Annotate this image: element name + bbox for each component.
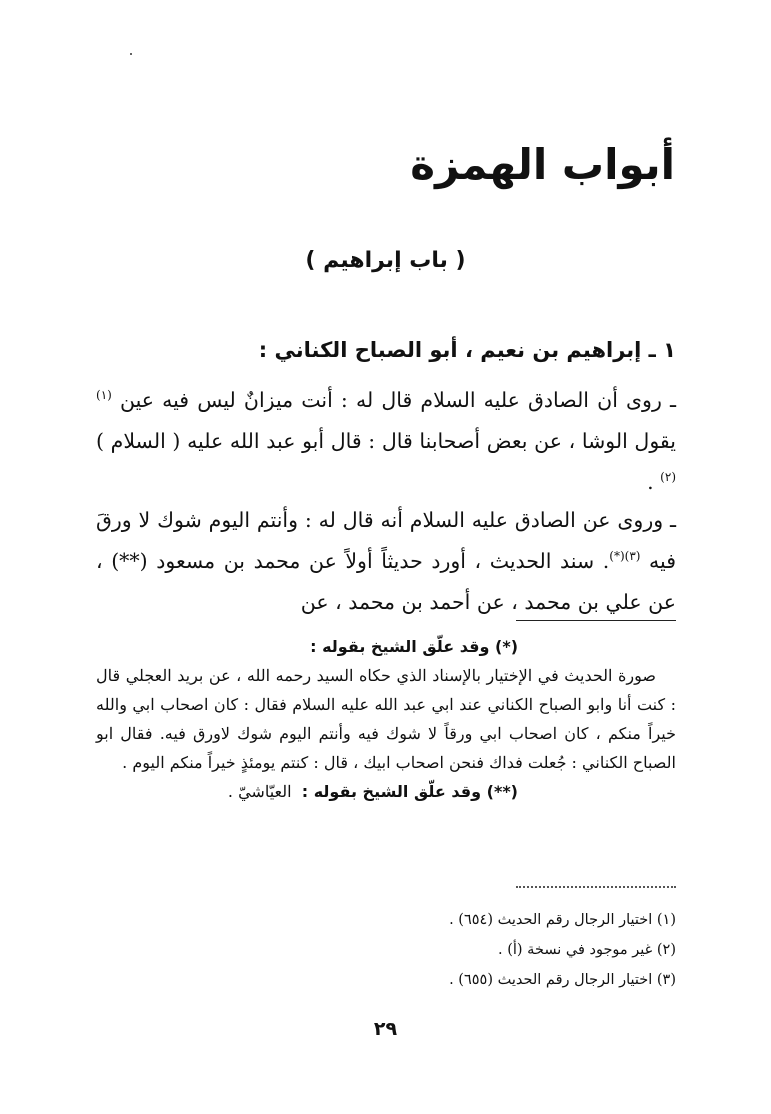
chapter-heading: ( باب إبراهيم ): [305, 248, 466, 273]
commentary-heading-2-value: العيّاشيّ .: [227, 782, 292, 801]
scan-speck: [130, 53, 132, 55]
section-title: أبواب الهمزة: [410, 140, 675, 189]
commentary-heading-1: (*) وقد علّق الشيخ بقوله :: [310, 637, 518, 656]
commentary-divider: [516, 620, 676, 621]
footnote-item: (١) اختيار الرجال رقم الحديث (٦٥٤) .: [449, 912, 676, 928]
footnote-ref-3: (٣)(*): [609, 549, 641, 564]
commentary-body: صورة الحديث في الإختيار بالإسناد الذي حكاه السيد رحمه الله ، عن بريد العجلي قال : كنت أنا وابو الصباح الكناني عند ابي عبد الله عليه السلام فقال : كان اصحاب ابي والله خيراً منكم ، كان اصحاب ابي ورقاً لا شوك فيه وأنتم اليوم شوك لاورق فيه. فقال ابو الصباح الكناني : جُعلت فداك فنحن اصحاب ابيك ، قال : كنتم يومئذٍ خيراً منكم اليوم .: [96, 666, 676, 772]
footnote-divider: [516, 886, 676, 888]
footnote-item: (٣) اختيار الرجال رقم الحديث (٦٥٥) .: [449, 972, 676, 988]
paragraph-2-text-a: ـ وروى عن الصادق عليه السلام أنه قال له : وأنتم اليوم شوك لا ورقَ فيه: [96, 508, 676, 573]
paragraph-1-text-b: يقول الوشا ، عن بعض أصحابنا قال : قال أبو عبد الله عليه ( السلام ): [96, 429, 676, 453]
commentary-block: [96, 632, 676, 806]
paragraph-1-text-c: .: [647, 470, 661, 494]
page-number: ٢٩: [373, 1018, 398, 1040]
commentary-heading-2-line: [96, 777, 676, 806]
paragraph-1: [96, 380, 676, 503]
commentary-ref-2: (**): [111, 549, 148, 573]
footnote-ref-1: (١): [96, 388, 112, 403]
commentary-heading-2: (**) وقد علّق الشيخ بقوله :: [301, 782, 518, 801]
footnote-item: (٢) غير موجود في نسخة (أ) .: [498, 942, 676, 958]
footnote-ref-2: (٢): [660, 470, 676, 485]
paragraph-1-text-a: ـ روى أن الصادق عليه السلام قال له : أنت ميزانٌ ليس فيه عين: [119, 388, 676, 412]
footnotes-list: [96, 905, 676, 995]
paragraph-2: [96, 500, 676, 623]
paragraph-2-text-b: . سند الحديث ، أورد حديثاً أولاً عن محمد بن مسعود: [147, 549, 610, 573]
paragraph-2-text-c: ، عن علي بن محمد ، عن أحمد بن محمد ، عن: [96, 549, 676, 614]
entry-heading: ١ ـ إبراهيم بن نعيم ، أبو الصباح الكناني :: [258, 338, 676, 362]
